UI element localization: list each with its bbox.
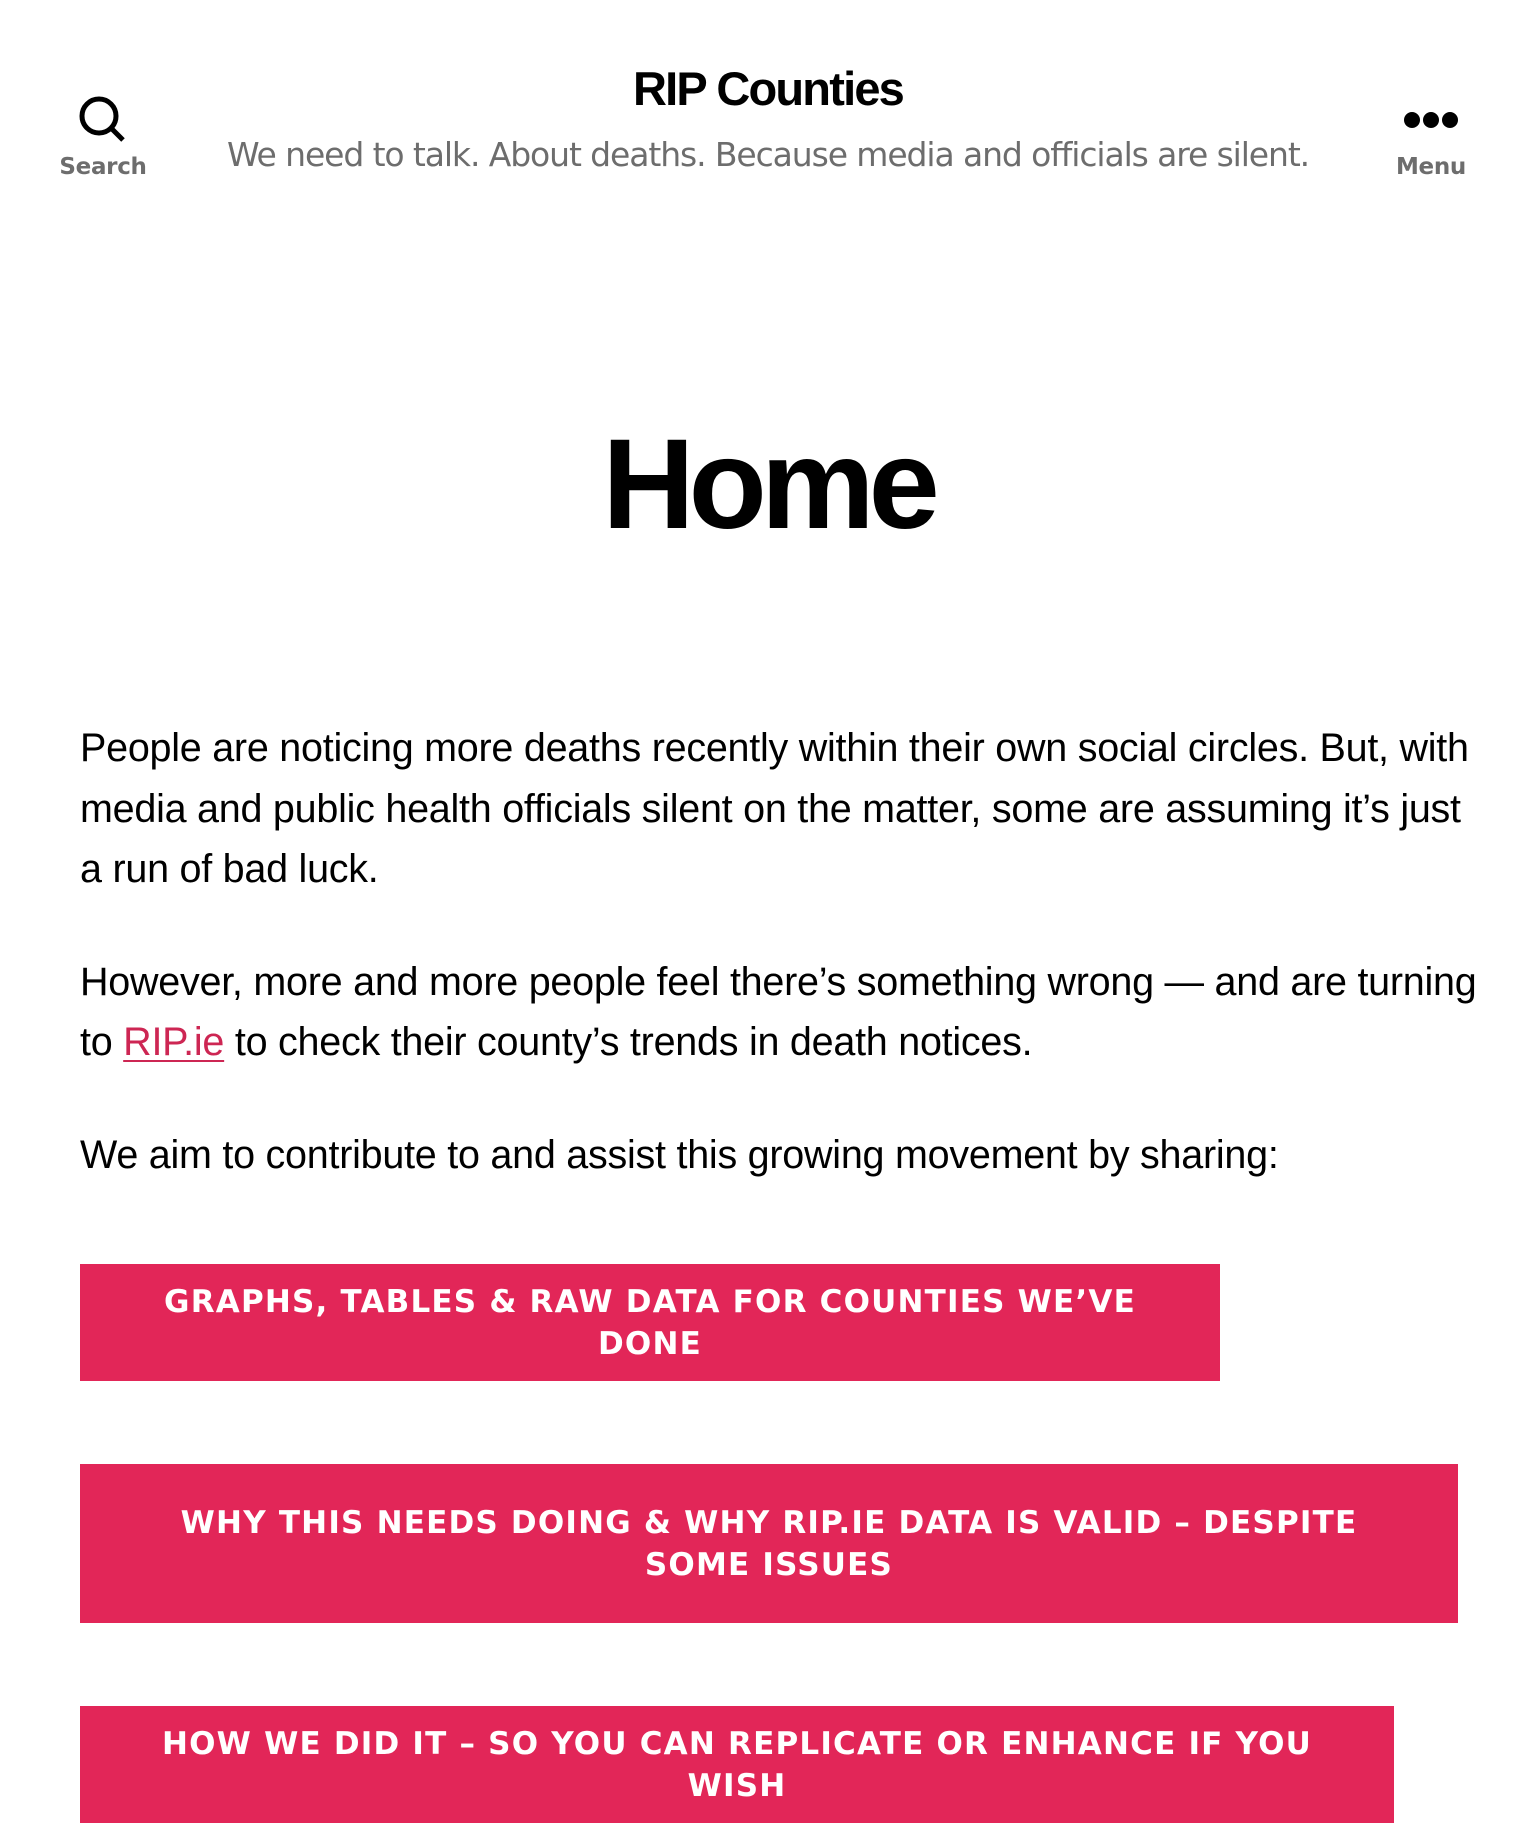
site-description: We need to talk. About deaths. Because media and officials are silent. <box>226 135 1310 174</box>
why-this-needs-doing-button[interactable] <box>80 1464 1458 1623</box>
paragraph-text: to check their county’s trends in death notices. <box>224 1020 1033 1064</box>
button-label: GRAPHS, TABLES & RAW DATA FOR COUNTIES WE’VE DONE <box>164 1283 1136 1362</box>
button-label: WHY THIS NEEDS DOING & WHY RIP.IE DATA IS VALID – DESPITE SOME ISSUES <box>180 1504 1358 1583</box>
menu-toggle-button[interactable] <box>1366 92 1496 192</box>
menu-toggle-label: Menu <box>1395 154 1467 180</box>
ripie-link[interactable]: RIP.ie <box>123 1020 225 1064</box>
graphs-tables-data-button[interactable] <box>80 1264 1220 1381</box>
entry-content <box>80 718 1480 1185</box>
sharing-paragraph: We aim to contribute to and assist this growing movement by sharing: <box>80 1132 1279 1177</box>
search-toggle-label: Search <box>59 154 147 180</box>
site-header <box>0 0 1536 210</box>
paragraph-text: However, more and more people feel there’s something wrong — and are turning to <box>80 959 1477 1064</box>
site-title-link[interactable]: RIP Counties <box>632 62 904 115</box>
page-title: Home <box>602 413 934 556</box>
site-title[interactable] <box>0 60 1536 118</box>
ripie-paragraph <box>80 952 1480 1073</box>
how-we-did-it-button[interactable] <box>80 1706 1394 1823</box>
intro-paragraph: People are noticing more deaths recently within their own social circles. But, with media and public health officials silent on the matter, some are assuming it’s just a run of bad luck. <box>80 726 1469 891</box>
button-label: HOW WE DID IT – SO YOU CAN REPLICATE OR ENHANCE IF YOU WISH <box>161 1725 1313 1804</box>
ellipsis-icon <box>1403 92 1459 148</box>
